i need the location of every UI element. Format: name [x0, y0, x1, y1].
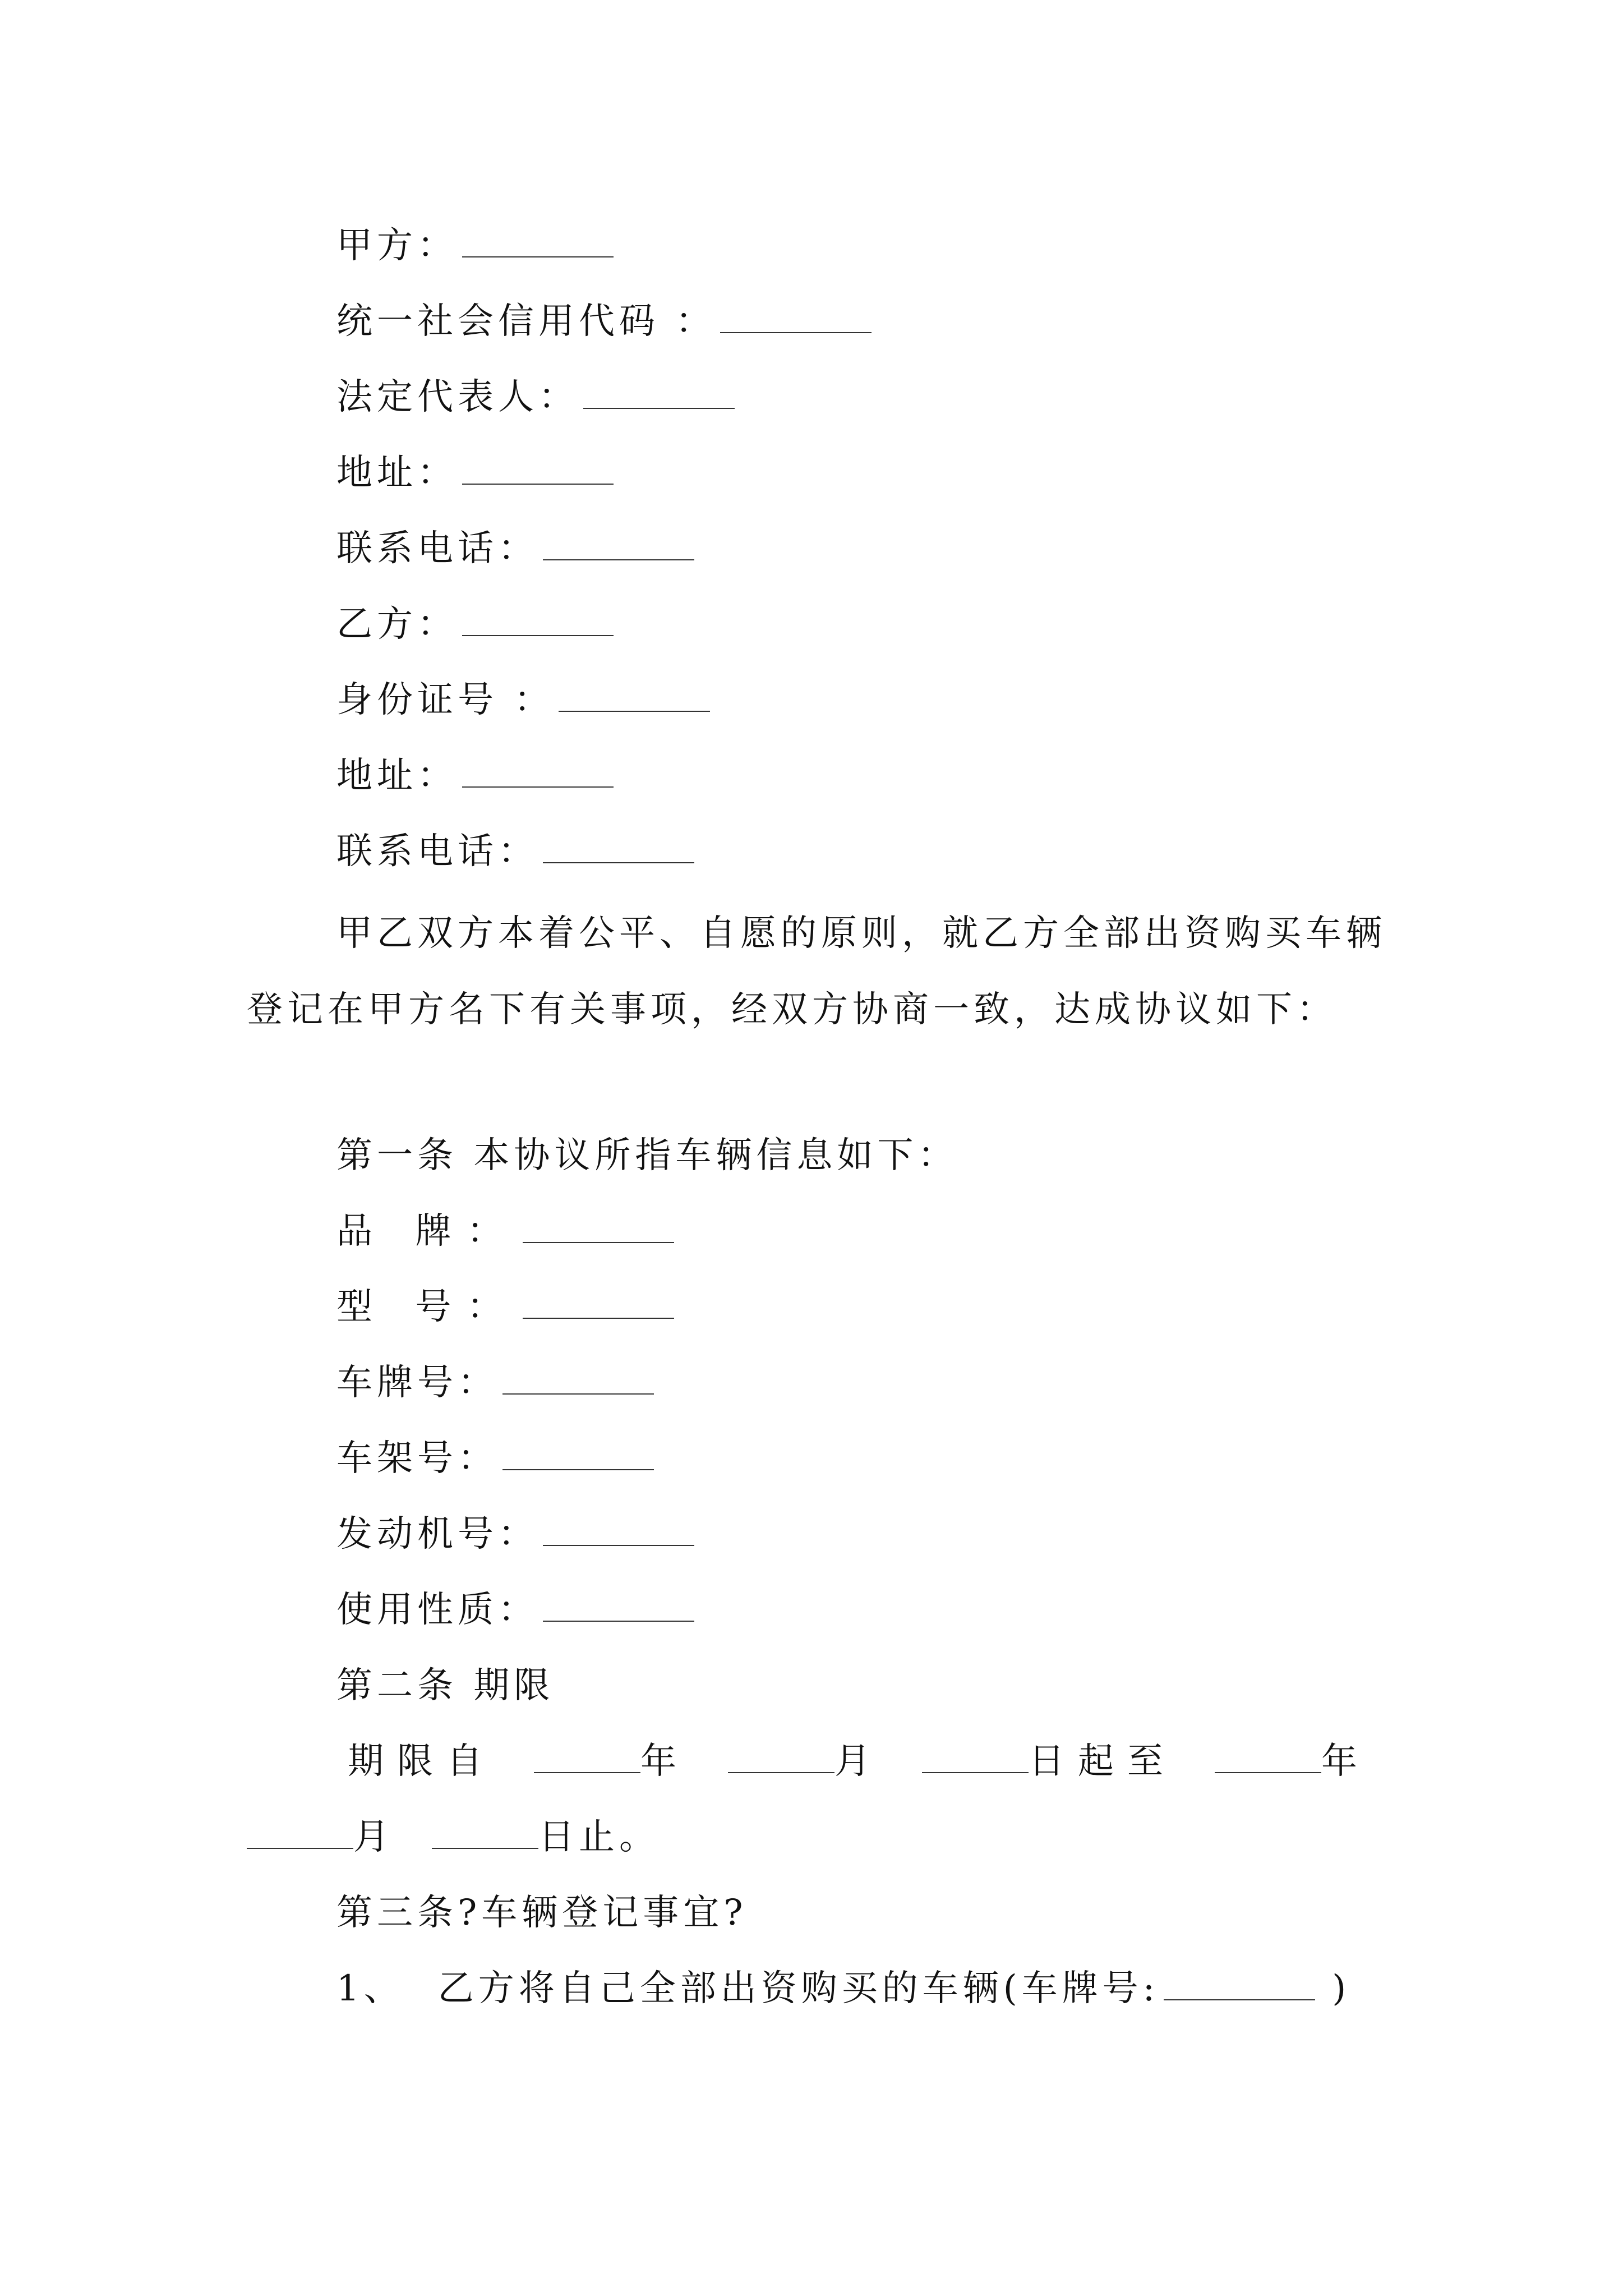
article1-title: 第一条 本协议所指车辆信息如下： [336, 1135, 958, 1176]
end-month-unit: 月 [353, 1816, 394, 1858]
plate-label: 车牌号： [336, 1362, 498, 1404]
item1-number: 1、 [336, 1968, 404, 2009]
model-line [336, 1285, 674, 1329]
start-year-blank[interactable] [534, 1743, 640, 1773]
party-b-id-line [336, 678, 710, 723]
plate-line [336, 1360, 654, 1405]
party-a-address-label: 地址： [336, 452, 458, 494]
end-year-unit: 年 [1321, 1741, 1371, 1782]
frame-blank[interactable] [502, 1440, 654, 1470]
party-b-address-label: 地址： [336, 755, 458, 797]
frame-label: 车架号： [336, 1438, 498, 1479]
usage-line [336, 1588, 694, 1632]
party-b-id-label: 身份证号 ： [336, 679, 555, 721]
usage-label: 使用性质： [336, 1589, 538, 1631]
article3-item1-line [336, 1966, 1350, 2011]
model-label: 型 号： [336, 1286, 519, 1328]
party-a-phone-blank[interactable] [543, 530, 694, 560]
preamble-paragraph: 甲乙双方本着公平、自愿的原则，就乙方全部出资购买车辆登记在甲方名下有关事项，经双方协商一致，达成协议如下： [247, 913, 1386, 1030]
term-start-line [348, 1739, 1371, 1784]
party-a-legal-rep-line [336, 375, 735, 420]
party-a-address-line [336, 450, 614, 495]
start-day-unit: 日起至 [1029, 1741, 1177, 1782]
party-a-legal-rep-label: 法定代表人： [336, 376, 579, 418]
article2-title: 第二条 期限 [336, 1665, 555, 1706]
party-a-credit-code-label: 统一社会信用代码 ： [336, 301, 716, 342]
frame-line [336, 1436, 654, 1481]
party-b-name-blank[interactable] [462, 606, 614, 636]
party-b-id-blank[interactable] [559, 682, 710, 712]
party-a-name-blank[interactable] [462, 227, 614, 257]
engine-label: 发动机号： [336, 1513, 538, 1555]
party-a-phone-line [336, 526, 694, 571]
party-b-address-blank[interactable] [462, 757, 614, 788]
party-a-legal-rep-blank[interactable] [583, 379, 735, 409]
end-day-blank[interactable] [432, 1819, 538, 1849]
item1-close-paren: ) [1332, 1968, 1351, 2009]
usage-blank[interactable] [543, 1591, 694, 1622]
start-year-unit: 年 [640, 1741, 690, 1782]
start-day-blank[interactable] [922, 1743, 1029, 1773]
party-a-name-line [336, 223, 614, 268]
party-a-phone-label: 联系电话： [336, 528, 538, 569]
party-b-phone-line [336, 829, 694, 874]
model-blank[interactable] [523, 1289, 674, 1319]
item1-text: 乙方将自己全部出资购买的车辆(车牌号: [437, 1968, 1160, 2009]
party-a-credit-code-line [336, 299, 872, 344]
article3-title: 第三条?车辆登记事宜? [336, 1892, 748, 1934]
brand-blank[interactable] [523, 1213, 674, 1243]
party-b-phone-label: 联系电话： [336, 831, 538, 872]
party-a-credit-code-blank[interactable] [720, 303, 872, 333]
party-b-name-label: 乙方： [336, 604, 458, 645]
start-month-unit: 月 [834, 1741, 884, 1782]
engine-line [336, 1512, 694, 1557]
party-b-address-line [336, 753, 614, 798]
start-month-blank[interactable] [728, 1743, 834, 1773]
term-start-prefix: 期限自 [348, 1741, 496, 1782]
brand-line [336, 1209, 674, 1254]
party-a-name-label: 甲方： [336, 225, 458, 266]
engine-blank[interactable] [543, 1516, 694, 1546]
term-end-line [247, 1815, 660, 1860]
brand-label: 品 牌： [336, 1211, 519, 1252]
end-year-blank[interactable] [1215, 1743, 1321, 1773]
end-day-unit: 日止。 [538, 1816, 660, 1858]
plate-blank[interactable] [502, 1364, 654, 1395]
party-b-name-line [336, 602, 614, 647]
party-a-address-blank[interactable] [462, 454, 614, 485]
party-b-phone-blank[interactable] [543, 833, 694, 863]
end-month-blank[interactable] [247, 1819, 353, 1849]
item1-plate-blank[interactable] [1164, 1970, 1315, 2000]
